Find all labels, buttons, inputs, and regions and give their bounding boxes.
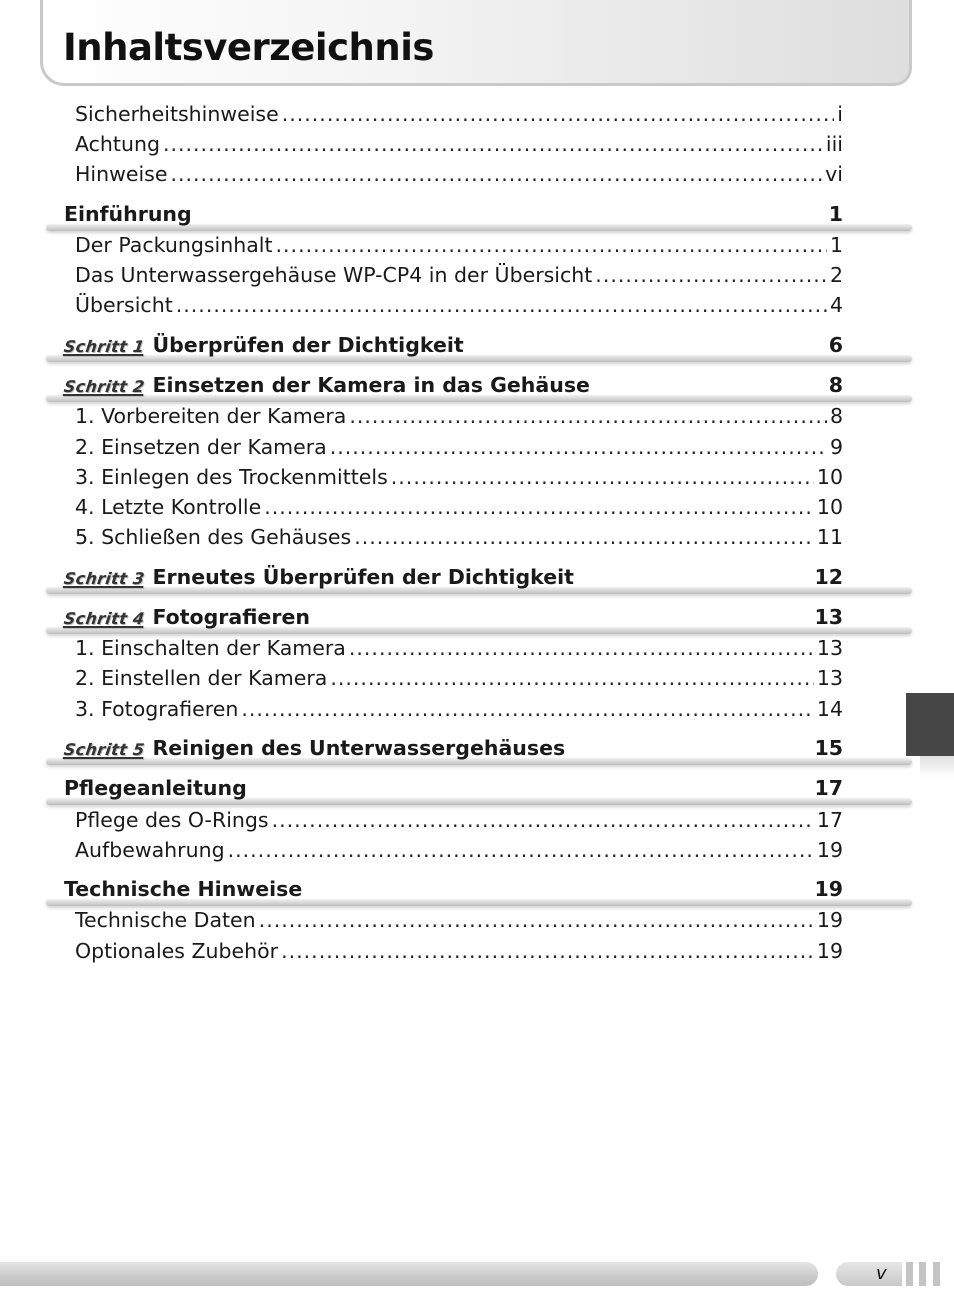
toc-entry[interactable] (75, 263, 843, 289)
toc-section-title: Reinigen des Unterwassergehäuses (152, 736, 566, 760)
toc-section-label (64, 877, 302, 901)
toc-entry[interactable] (75, 808, 843, 834)
toc-section-title: Überprüfen der Dichtigkeit (152, 332, 464, 357)
toc-entry-title: Übersicht (75, 293, 173, 318)
page-number: v (876, 1263, 887, 1284)
toc-leader-dots (349, 404, 827, 428)
toc-leader-dots (276, 233, 827, 257)
toc-leader-dots (259, 908, 814, 932)
toc-entry-page: 4 (829, 293, 843, 318)
toc-entry-title: Sicherheitshinweise (75, 102, 279, 126)
page-title: Inhaltsverzeichnis (63, 26, 434, 69)
toc-entry-page: 10 (816, 495, 843, 519)
toc-entry-title: Technische Daten (75, 908, 256, 933)
toc-section-header[interactable] (44, 776, 912, 806)
toc-section-header[interactable] (44, 605, 912, 635)
toc-section-header[interactable] (44, 736, 912, 766)
toc-entry[interactable] (75, 939, 843, 965)
toc-section-label (64, 333, 464, 357)
toc-section-title: Fotografieren (152, 605, 310, 629)
toc-entry-page: 14 (816, 696, 843, 721)
toc-section-label (64, 736, 565, 760)
step-badge: Schritt 5 (62, 740, 146, 759)
toc-entry-title: 3. Fotografieren (75, 696, 239, 721)
toc-entry[interactable] (75, 435, 843, 461)
toc-entry-title: Der Packungsinhalt (75, 233, 273, 257)
toc-section-page: 12 (814, 564, 843, 589)
toc-entry-title: 5. Schließen des Gehäuses (75, 525, 352, 550)
toc-entry-title: Aufbewahrung (75, 837, 225, 862)
toc-leader-dots (281, 939, 814, 963)
toc-section-label (64, 565, 574, 589)
toc-leader-dots (282, 102, 835, 126)
toc-leader-dots (272, 808, 814, 832)
toc-section-header[interactable] (44, 877, 912, 907)
toc-leader-dots (595, 263, 827, 287)
toc-entry[interactable] (75, 162, 843, 188)
toc-entry-page: 19 (816, 908, 843, 933)
footer-bar (0, 1262, 818, 1286)
toc-entry-page: 13 (816, 636, 843, 661)
toc-section-page: 13 (814, 605, 843, 629)
step-badge: Schritt 3 (62, 568, 146, 588)
toc-section-label (64, 605, 310, 629)
toc-section-title: Erneutes Überprüfen der Dichtigkeit (152, 564, 574, 589)
footer-page-pill (836, 1262, 902, 1286)
toc-leader-dots (354, 525, 814, 549)
toc-entry[interactable] (75, 465, 843, 491)
toc-leader-dots (330, 666, 814, 690)
toc-section-header[interactable] (44, 373, 912, 403)
footer-stripe (919, 1262, 926, 1286)
toc-entry[interactable] (75, 404, 843, 430)
toc-entry-page: 10 (816, 464, 843, 489)
toc-entry[interactable] (75, 525, 843, 551)
toc-section-header[interactable] (44, 202, 912, 232)
toc-leader-dots (170, 162, 822, 186)
toc-entry[interactable] (75, 697, 843, 723)
toc-entry[interactable] (75, 495, 843, 521)
toc-leader-dots (228, 838, 814, 862)
toc-entry[interactable] (75, 908, 843, 934)
toc-leader-dots (176, 293, 827, 317)
toc-entry-title: Achtung (75, 132, 160, 157)
footer-stripe (933, 1262, 940, 1286)
toc-section-title: Pflegeanleitung (64, 776, 247, 801)
toc-leader-dots (264, 495, 814, 519)
toc-entry[interactable] (75, 636, 843, 662)
toc-leader-dots (330, 435, 827, 459)
side-tab-shadow (920, 756, 954, 778)
toc-entry-page: 19 (816, 938, 843, 963)
toc-entry-title: Das Unterwassergehäuse WP-CP4 in der Übersicht (75, 263, 593, 288)
toc-leader-dots (163, 132, 823, 156)
toc-entry-title: 2. Einstellen der Kamera (75, 666, 328, 691)
toc-entry-page: 8 (829, 404, 843, 429)
side-tab-marker (906, 693, 954, 756)
toc-section-page: 1 (828, 201, 843, 226)
toc-entry[interactable] (75, 666, 843, 692)
toc-entry-title: Hinweise (75, 162, 168, 187)
toc-entry-title: Pflege des O-Rings (75, 807, 269, 832)
toc-entry[interactable] (75, 132, 843, 158)
toc-section-header[interactable] (44, 565, 912, 595)
toc-section-header[interactable] (44, 333, 912, 363)
toc-section-title: Einsetzen der Kamera in das Gehäuse (152, 373, 590, 398)
toc-section-page: 17 (814, 776, 843, 801)
toc-entry[interactable] (75, 233, 843, 259)
toc-entry-page: 17 (816, 807, 843, 832)
toc-entry-page: 11 (816, 525, 843, 550)
toc-section-page: 15 (814, 736, 843, 760)
footer-stripe (906, 1262, 913, 1286)
toc-entry-page: 19 (816, 837, 843, 862)
toc-entry-title: 4. Letzte Kontrolle (75, 495, 262, 519)
toc-entry[interactable] (75, 293, 843, 319)
toc-entry-page: i (837, 102, 843, 126)
toc-leader-dots (241, 697, 814, 721)
toc-entry-page: 9 (829, 434, 843, 459)
toc-section-label (64, 202, 192, 226)
toc-section-page: 19 (814, 877, 843, 902)
toc-section-page: 6 (828, 332, 843, 357)
toc-entry-page: vi (825, 162, 843, 187)
toc-section-page: 8 (828, 373, 843, 398)
toc-section-label (64, 776, 247, 800)
toc-entry-page: 1 (829, 233, 843, 257)
toc-entry[interactable] (75, 838, 843, 864)
toc-leader-dots (391, 465, 814, 489)
toc-entry-page: 13 (816, 666, 843, 691)
toc-entry-title: Optionales Zubehör (75, 938, 279, 963)
step-badge: Schritt 4 (62, 609, 146, 628)
toc-entry[interactable] (75, 102, 843, 128)
toc-entry-title: 3. Einlegen des Trockenmittels (75, 464, 388, 489)
toc-entry-title: 2. Einsetzen der Kamera (75, 434, 327, 459)
toc-entry-page: 2 (829, 263, 843, 288)
toc-section-title: Einführung (64, 201, 192, 226)
step-badge: Schritt 1 (62, 336, 146, 356)
toc-entry-page: iii (825, 132, 843, 157)
toc-entry-title: 1. Vorbereiten der Kamera (75, 404, 347, 429)
toc-entry-title: 1. Einschalten der Kamera (75, 636, 346, 661)
toc-section-title: Technische Hinweise (64, 877, 303, 902)
step-badge: Schritt 2 (62, 377, 146, 397)
toc-leader-dots (349, 636, 814, 660)
toc-section-label (64, 373, 590, 397)
